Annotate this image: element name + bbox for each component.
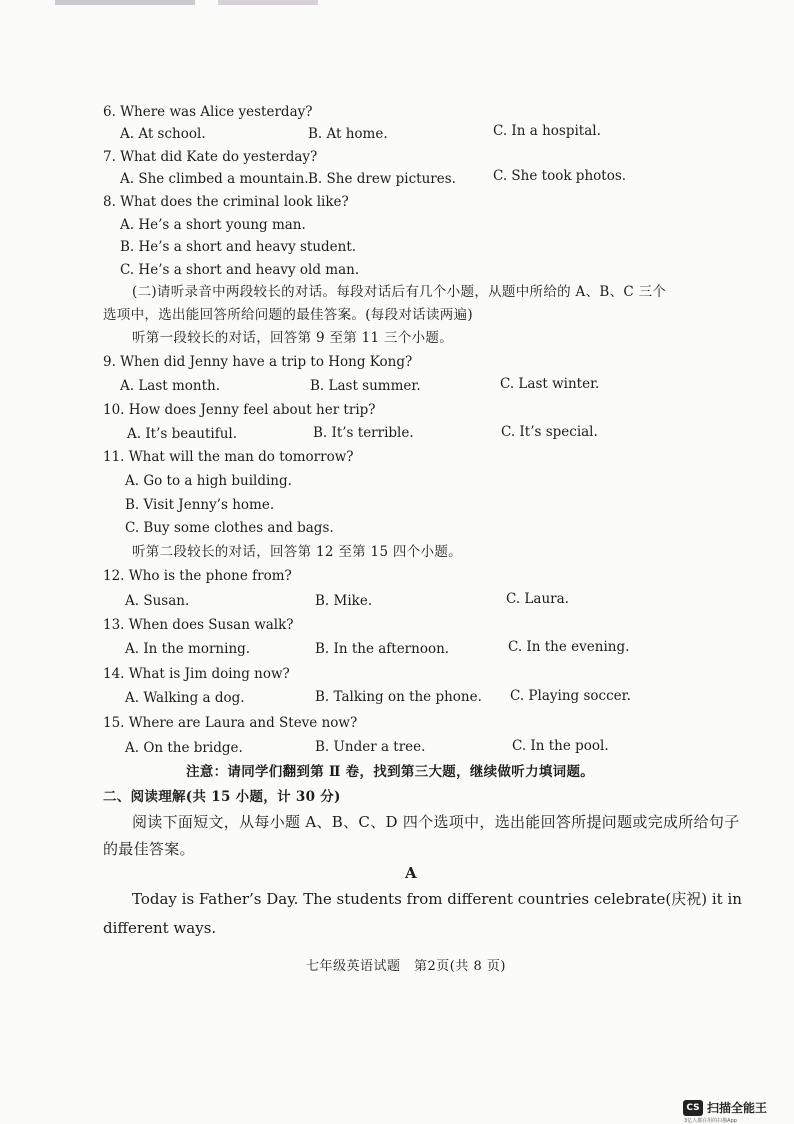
question-9-stem: 9. When did Jenny have a trip to Hong Kong? xyxy=(103,354,413,370)
question-11-option-c: C. Buy some clothes and bags. xyxy=(125,520,334,536)
question-8-option-a: A. He’s a short young man. xyxy=(120,217,306,233)
question-7-option-b: B. She drew pictures. xyxy=(308,171,456,187)
question-6-option-c: C. In a hospital. xyxy=(493,123,601,139)
question-11-option-b: B. Visit Jenny’s home. xyxy=(125,497,275,513)
passage-label: A xyxy=(405,864,417,882)
question-9-option-a: A. Last month. xyxy=(120,378,221,394)
question-10-option-a: A. It’s beautiful. xyxy=(127,426,238,442)
passage-line1: Today is Father’s Day. The students from different countries celebrate(庆祝) it in xyxy=(132,890,742,908)
question-8-option-c: C. He’s a short and heavy old man. xyxy=(120,262,360,278)
question-12-option-c: C. Laura. xyxy=(506,591,569,607)
question-7-option-a: A. She climbed a mountain. xyxy=(120,171,309,187)
reading-instruction-line2: 的最佳答案。 xyxy=(103,840,195,858)
notice-text: 注意：请同学们翻到第 Ⅱ 卷，找到第三大题，继续做听力填词题。 xyxy=(186,764,595,780)
question-14-option-a: A. Walking a dog. xyxy=(125,690,245,706)
scan-edge-mark xyxy=(55,0,195,5)
part2-instruction-line2: 选项中，选出能回答所给问题的最佳答案。(每段对话读两遍) xyxy=(103,307,473,323)
question-8-option-b: B. He’s a short and heavy student. xyxy=(120,239,357,255)
camscanner-icon: CS xyxy=(683,1100,703,1116)
question-12-option-a: A. Susan. xyxy=(125,593,190,609)
reading-instruction-line1: 阅读下面短文，从每小题 A、B、C、D 四个选项中，选出能回答所提问题或完成所给句子 xyxy=(132,813,740,831)
page-footer: 七年级英语试题 第2页(共 8 页) xyxy=(306,959,506,974)
question-12-stem: 12. Who is the phone from? xyxy=(103,568,292,584)
reading-section-heading: 二、阅读理解(共 15 小题，计 30 分) xyxy=(103,789,341,805)
dialogue1-instruction: 听第一段较长的对话，回答第 9 至第 11 三个小题。 xyxy=(132,330,454,346)
question-15-option-c: C. In the pool. xyxy=(512,738,609,754)
question-10-option-b: B. It’s terrible. xyxy=(313,425,414,441)
question-15-stem: 15. Where are Laura and Steve now? xyxy=(103,715,358,731)
dialogue2-instruction: 听第二段较长的对话，回答第 12 至第 15 四个小题。 xyxy=(132,544,462,560)
question-15-option-a: A. On the bridge. xyxy=(125,740,243,756)
question-9-option-b: B. Last summer. xyxy=(310,378,421,394)
question-14-option-c: C. Playing soccer. xyxy=(510,688,631,704)
scan-edge-mark xyxy=(218,0,318,5)
question-6-option-b: B. At home. xyxy=(308,126,388,142)
question-7-option-c: C. She took photos. xyxy=(493,168,627,184)
passage-line2: different ways. xyxy=(103,919,217,937)
question-6-option-a: A. At school. xyxy=(120,126,206,142)
watermark-tagline: 3亿人都在用的扫描App xyxy=(684,1118,737,1124)
question-14-option-b: B. Talking on the phone. xyxy=(315,689,482,705)
question-15-option-b: B. Under a tree. xyxy=(315,739,426,755)
question-6-stem: 6. Where was Alice yesterday? xyxy=(103,104,313,120)
question-11-stem: 11. What will the man do tomorrow? xyxy=(103,449,354,465)
question-13-option-c: C. In the evening. xyxy=(508,639,630,655)
question-11-option-a: A. Go to a high building. xyxy=(125,473,292,489)
part2-instruction-line1: (二)请听录音中两段较长的对话。每段对话后有几个小题，从题中所给的 A、B、C 三个 xyxy=(132,284,667,300)
question-9-option-c: C. Last winter. xyxy=(500,376,600,392)
question-8-stem: 8. What does the criminal look like? xyxy=(103,194,349,210)
question-10-stem: 10. How does Jenny feel about her trip? xyxy=(103,402,376,418)
question-7-stem: 7. What did Kate do yesterday? xyxy=(103,149,318,165)
question-10-option-c: C. It’s special. xyxy=(501,424,598,440)
question-13-option-b: B. In the afternoon. xyxy=(315,641,450,657)
question-13-stem: 13. When does Susan walk? xyxy=(103,617,294,633)
question-12-option-b: B. Mike. xyxy=(315,593,373,609)
question-13-option-a: A. In the morning. xyxy=(125,641,251,657)
watermark-app-name: 扫描全能王 xyxy=(707,1101,768,1115)
question-14-stem: 14. What is Jim doing now? xyxy=(103,666,290,682)
scanner-watermark xyxy=(683,1099,767,1116)
